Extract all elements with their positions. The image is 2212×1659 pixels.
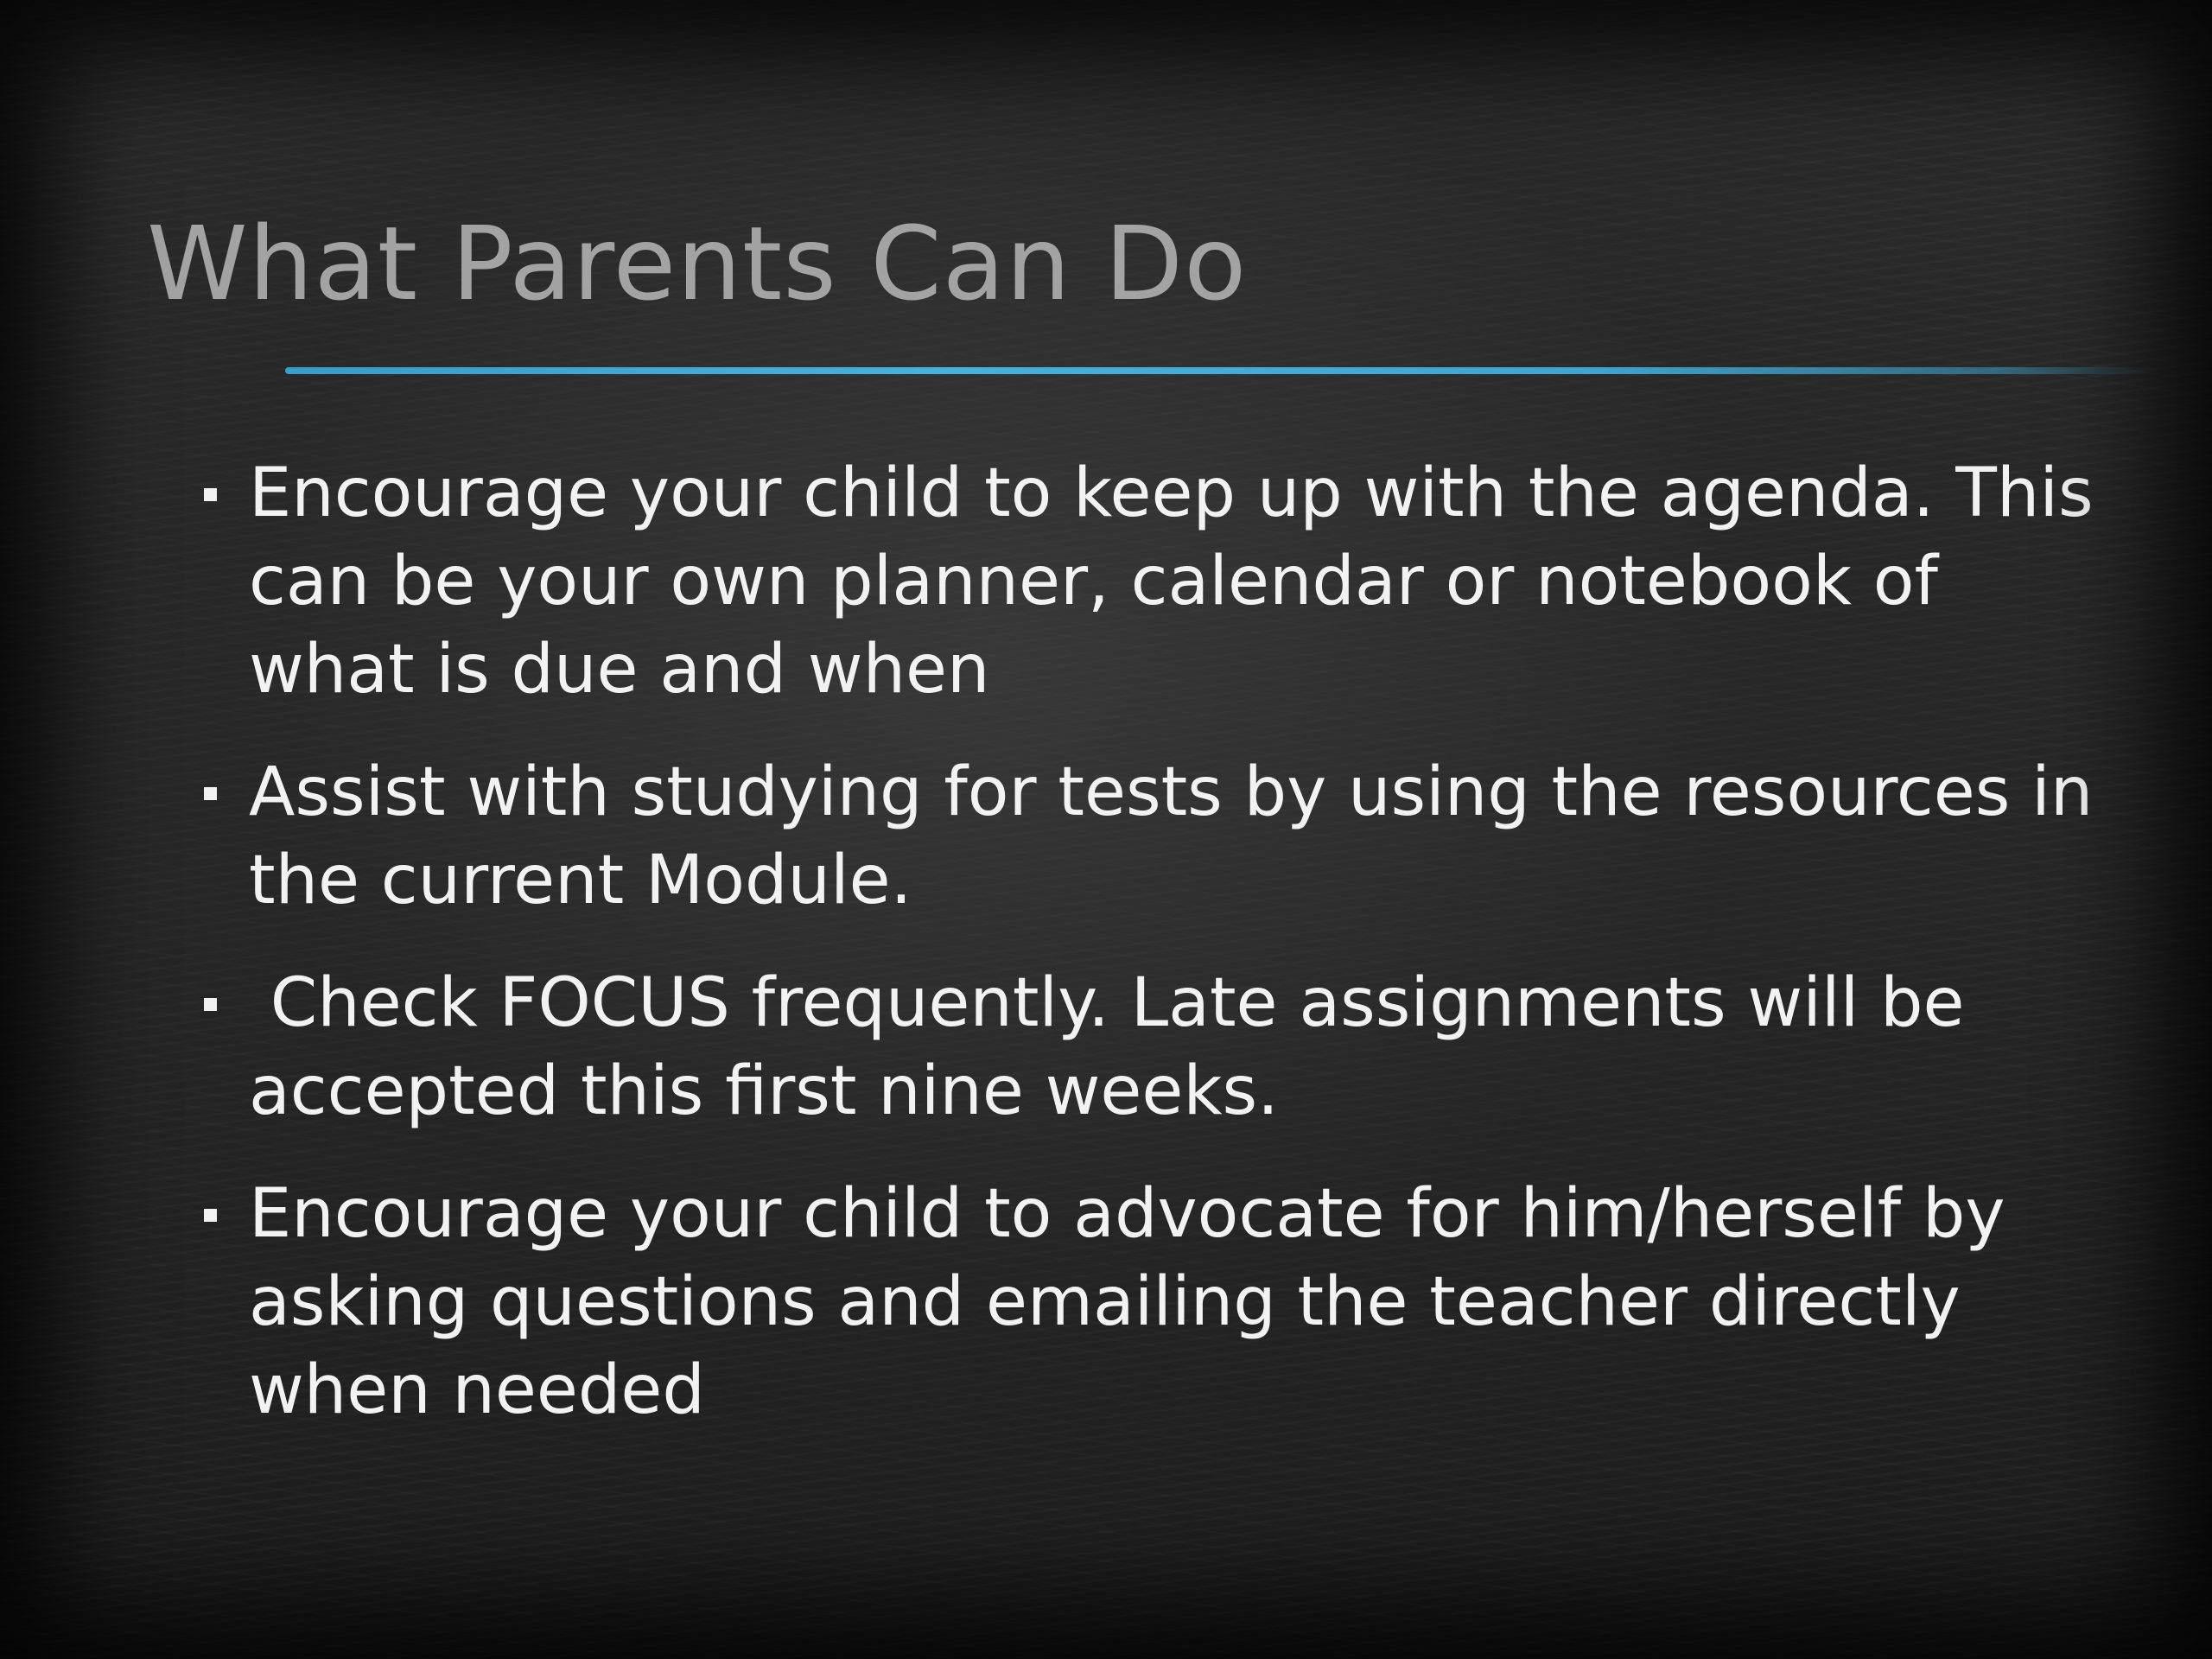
title-underline [285,367,2152,374]
list-item [199,1170,2117,1434]
slide-title: What Parents Can Do [147,204,1248,323]
list-item [199,449,2117,714]
bullet-text: Encourage your child to advocate for him/herself by asking questions and emailing the teacher directly when needed [249,1175,2005,1429]
list-item [199,748,2117,925]
square-bullet-icon [204,998,217,1011]
bullet-text: Encourage your child to keep up with the agenda. This can be your own planner, calendar or notebook of what is due and when [249,454,2094,709]
list-item [199,959,2117,1135]
bullet-text: Check FOCUS frequently. Late assignments will be accepted this first nine weeks. [249,964,1986,1130]
square-bullet-icon [204,1209,217,1222]
square-bullet-icon [204,488,217,501]
square-bullet-icon [204,787,217,800]
bullet-text: Assist with studying for tests by using the resources in the current Module. [249,753,2094,919]
bullet-list [199,449,2117,1469]
